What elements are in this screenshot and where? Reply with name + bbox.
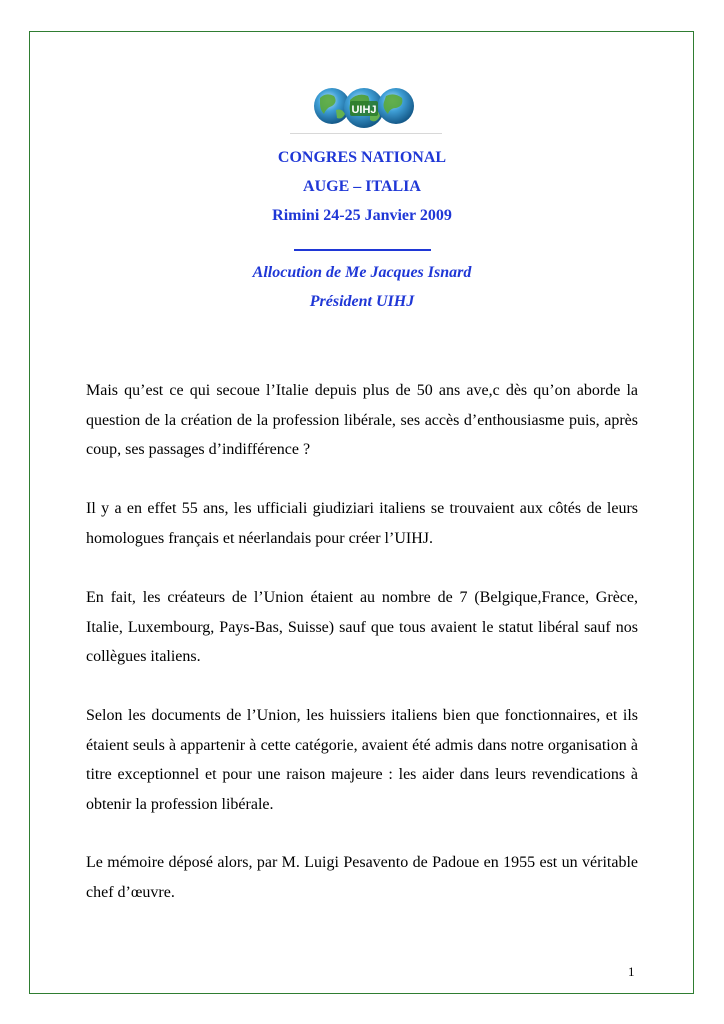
event-subtitle: AUGE – ITALIA xyxy=(303,178,421,195)
uihj-logo xyxy=(312,84,416,132)
logo-text: UIHJ xyxy=(351,104,377,116)
body-paragraph-4: Selon les documents de l’Union, les huissiers italiens bien que fonctionnaires, et ils étaient seuls à appartenir à cette catégorie, avaient été admis dans notre organisation à titre exceptionnel et pour une raison majeure : les aider dans leurs revendications à obtenir la profession libérale. xyxy=(86,707,638,813)
body-paragraph-5: Le mémoire déposé alors, par M. Luigi Pesavento de Padoue en 1955 est un véritable chef d’œuvre. xyxy=(86,854,638,901)
body-paragraph-3: En fait, les créateurs de l’Union étaient au nombre de 7 (Belgique,France, Grèce, Italie, Luxembourg, Pays-Bas, Suisse) sauf que tous avaient le statut libéral sauf nos collègues italiens. xyxy=(86,589,638,665)
event-date-place: Rimini 24-25 Janvier 2009 xyxy=(272,207,452,224)
event-title: CONGRES NATIONAL xyxy=(277,149,447,166)
body-paragraph-2: Il y a en effet 55 ans, les ufficiali giudiziari italiens se trouvaient aux côtés de leurs homologues français et néerlandais pour créer l’UIHJ. xyxy=(86,500,638,547)
page-number: 1 xyxy=(628,964,635,979)
speaker-role: Président UIHJ xyxy=(309,293,415,310)
body-paragraph-1: Mais qu’est ce qui secoue l’Italie depuis plus de 50 ans ave,c dès qu’on aborde la question de la création de la profession libérale, ses accès d’enthousiasme puis, après coup, ses passages d’indifférence ? xyxy=(86,382,638,458)
globe-right-icon xyxy=(378,88,414,124)
logo-underline xyxy=(290,133,442,134)
heading-divider xyxy=(294,249,431,251)
speech-title: Allocution de Me Jacques Isnard xyxy=(252,264,472,281)
